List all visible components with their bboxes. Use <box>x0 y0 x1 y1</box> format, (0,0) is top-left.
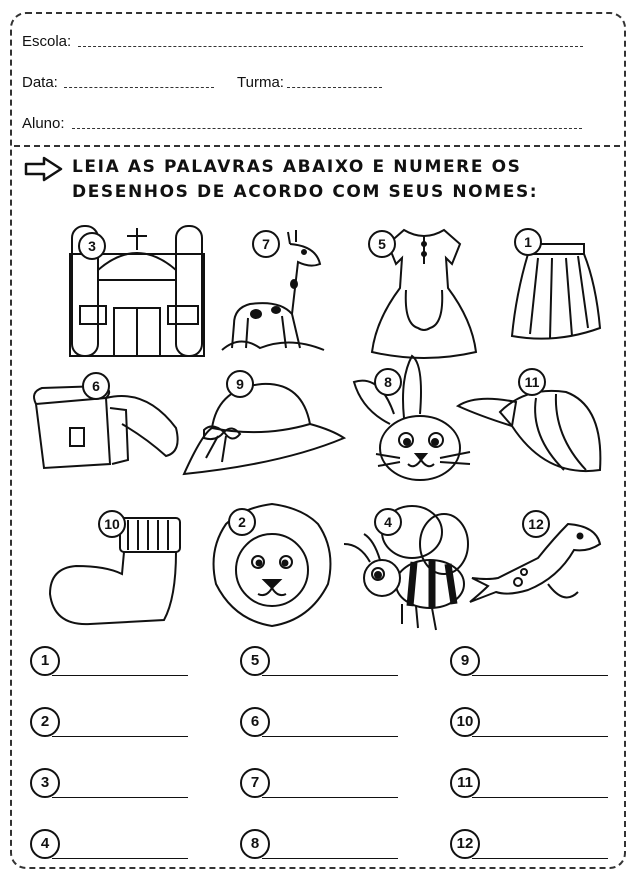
picture-skirt <box>508 224 604 344</box>
student-field[interactable] <box>72 128 582 129</box>
answer-line[interactable] <box>52 736 188 737</box>
picture-number-badge: 3 <box>78 232 106 260</box>
picture-hat <box>182 368 346 480</box>
answer-line[interactable] <box>52 675 188 676</box>
arrow-right-icon <box>24 156 64 182</box>
picture-church <box>64 218 210 360</box>
picture-number-badge: 7 <box>252 230 280 258</box>
class-label: Turma: <box>237 74 284 91</box>
picture-number-badge: 2 <box>228 508 256 536</box>
picture-giraffe <box>220 224 328 354</box>
answer-line[interactable] <box>472 858 608 859</box>
picture-number-badge: 10 <box>98 510 126 538</box>
answer-line[interactable] <box>52 858 188 859</box>
school-label: Escola: <box>22 33 72 50</box>
header-divider <box>14 145 620 147</box>
answer-number: 9 <box>450 646 480 676</box>
answer-number: 8 <box>240 829 270 859</box>
picture-number-badge: 9 <box>226 370 254 398</box>
instruction-line-1: LEIA AS PALAVRAS ABAIXO E NUMERE OS <box>72 157 522 177</box>
picture-sock <box>46 508 184 638</box>
answer-line[interactable] <box>262 858 398 859</box>
student-label: Aluno: <box>22 115 65 132</box>
picture-bag <box>26 368 184 472</box>
picture-number-badge: 8 <box>374 368 402 396</box>
answer-line[interactable] <box>472 797 608 798</box>
answer-number: 7 <box>240 768 270 798</box>
picture-number-badge: 5 <box>368 230 396 258</box>
school-field[interactable] <box>78 46 583 47</box>
answer-number: 1 <box>30 646 60 676</box>
answer-line[interactable] <box>262 675 398 676</box>
lion-icon <box>206 500 338 630</box>
picture-bee <box>340 504 472 634</box>
date-label: Data: <box>22 74 58 91</box>
picture-number-badge: 6 <box>82 372 110 400</box>
picture-seal <box>468 508 604 614</box>
picture-number-badge: 11 <box>518 368 546 396</box>
picture-number-badge: 1 <box>514 228 542 256</box>
hat-icon <box>182 368 346 480</box>
answer-number: 6 <box>240 707 270 737</box>
bee-icon <box>340 504 472 634</box>
class-field[interactable] <box>287 87 382 88</box>
picture-lion <box>206 500 338 630</box>
answer-line[interactable] <box>472 675 608 676</box>
answer-number: 12 <box>450 829 480 859</box>
answer-number: 11 <box>450 768 480 798</box>
instruction-line-2: DESENHOS DE ACORDO COM SEUS NOMES: <box>72 182 539 202</box>
answer-number: 10 <box>450 707 480 737</box>
answer-line[interactable] <box>262 797 398 798</box>
picture-number-badge: 12 <box>522 510 550 538</box>
picture-number-badge: 4 <box>374 508 402 536</box>
answer-number: 2 <box>30 707 60 737</box>
picture-dress <box>368 224 480 362</box>
answer-line[interactable] <box>52 797 188 798</box>
date-field[interactable] <box>64 87 214 88</box>
answer-number: 3 <box>30 768 60 798</box>
answer-line[interactable] <box>262 736 398 737</box>
answer-number: 5 <box>240 646 270 676</box>
answer-line[interactable] <box>472 736 608 737</box>
answer-number: 4 <box>30 829 60 859</box>
picture-cap <box>456 366 606 478</box>
